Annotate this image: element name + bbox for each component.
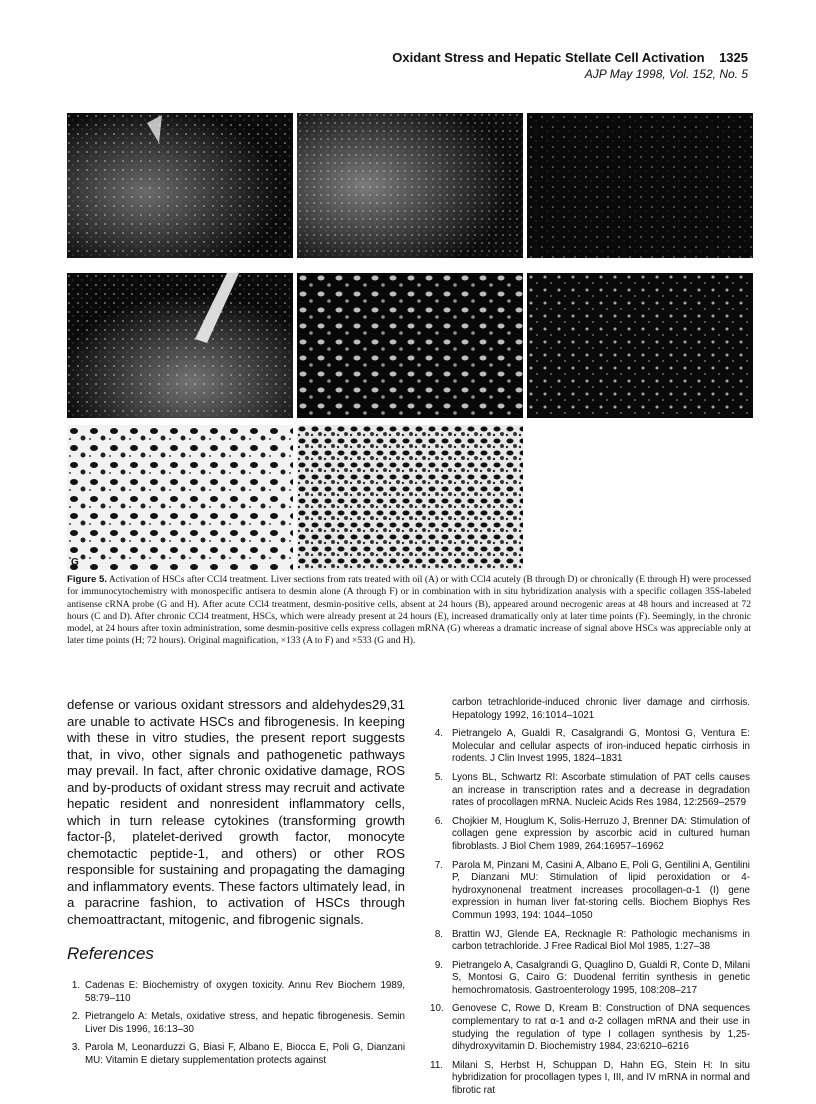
references-list-left (67, 980, 405, 1074)
reference-item: 9. Pietrangelo A, Casalgrandi G, Quaglino D, Gualdi R, Conte D, Milani S, Montosi G, Cairo G: Duodenal ferritin synthesis in genetic hemochromatosis. Gastroenterology 1995, 108:208–217 (434, 959, 750, 996)
figure-caption (67, 574, 751, 648)
reference-item: 2. Pietrangelo A: Metals, oxidative stress, and hepatic fibrogenesis. Semin Liver Dis 1996, 16:13–30 (71, 1011, 405, 1035)
reference-item: 8. Brattin WJ, Glende EA, Recknagle R: Pathologic mechanisms in carbon tetrachloride. J Free Radical Biol Mol 1985, 1:27–38 (434, 928, 750, 953)
reference-item: 5. Lyons BL, Schwartz RI: Ascorbate stimulation of PAT cells causes an increase in transcription rates and a decrease in degradation rates of procollagen mRNA. Nucleic Acids Res 1984, 12:2569–2579 (434, 771, 750, 809)
figure-caption-label: Figure 5. (67, 574, 107, 585)
figure-panel-a (67, 113, 293, 258)
figure-panel-d (67, 273, 293, 418)
reference-item: 7. Parola M, Pinzani M, Casini A, Albano E, Poli G, Gentilini A, Gentilini P, Dianzani MU: Stimulation of lipid peroxidation or 4-hydroxynonenal treatment increases procollagen-α-1 (I) gene expression in human liver fat-storing cells. Biochem Biophys Res Commun 1993, 194: 1044–1050 (434, 859, 750, 921)
micrograph-b (297, 113, 523, 258)
micrograph-h (297, 425, 523, 570)
body-paragraph: defense or various oxidant stressors and aldehydes29,31 are unable to activate HSCs and fibrogenesis. In keeping with these in vitro studies, the present report suggests that, in vivo, other signals and pathogenetic pathways may prevail. In fact, after chronic oxidative damage, ROS and by-products of oxidant stress may recruit and activate hepatic resident and nonresident inflammatory cells, which in turn release cytokines (transforming growth factor-β, platelet-derived growth factor, monocyte chemotactic peptide-1, and others) or other ROS responsible for sustaining and propagating the damaging and inflammatory events. These factors ultimately lead, in a paracrine fashion, to activation of HSCs through chemoattractant, mitogenic, and fibrogenic signals. (67, 697, 405, 927)
page-number: 1325 (719, 50, 748, 65)
figure-panel-g (67, 425, 293, 570)
reference-item: 1. Cadenas E: Biochemistry of oxygen toxicity. Annu Rev Biochem 1989, 58:79–110 (71, 980, 405, 1004)
figure-panel-f (527, 273, 753, 418)
micrograph-a (67, 113, 293, 258)
micrograph-e (297, 273, 523, 418)
reference-continuation: carbon tetrachloride-induced chronic liver damage and cirrhosis. Hepatology 1992, 16:1014–1021 (452, 697, 750, 721)
reference-item: 4. Pietrangelo A, Gualdi R, Casalgrandi G, Montosi G, Ventura E: Molecular and cellular aspects of iron-induced hepatic cirrhosis in rodents. J Clin Invest 1995, 1824–1831 (434, 728, 750, 765)
figure-caption-text: Activation of HSCs after CCl4 treatment. Liver sections from rats treated with oil (A) or with CCl4 acutely (B through D) or chronically (E through H) were processed for immunocytochemistry with monospecific antisera to desmin alone (A through F) or in combination with in situ hybridization analysis with a specific collagen 35S-labeled antisense cRNA probe (G and H). After acute CCl4 treatment, desmin-positive cells, absent at 24 hours (B), appeared around necrogenic areas at 48 hours and increased at 72 hours (C and D). After chronic CCl4 treatment, HSCs, which were already present at 24 hours (E), increased dramatically only at later time points (F). Seemingly, in the chronic model, at 24 hours after toxin administration, some desmin-positive cells express collagen mRNA (G) whereas a dramatic increase of signal above HSCs was appreciable only at later time points (H; 72 hours). Original magnification, ×133 (A to F) and ×533 (G and H). (67, 574, 751, 647)
journal-citation: AJP May 1998, Vol. 152, No. 5 (584, 67, 748, 81)
references-heading: References (67, 944, 154, 963)
micrograph-f (527, 273, 753, 418)
figure-panel-b (297, 113, 523, 258)
panel-g-label: G (71, 557, 79, 568)
running-header (392, 50, 748, 82)
running-title: Oxidant Stress and Hepatic Stellate Cell Activation (392, 50, 705, 65)
reference-item: 3. Parola M, Leonarduzzi G, Biasi F, Albano E, Biocca E, Poli G, Dianzani MU: Vitamin E dietary supplementation protects against (71, 1042, 405, 1066)
micrograph-d (67, 273, 293, 418)
figure-panel-c (527, 113, 753, 258)
references-list-right (430, 697, 750, 1104)
figure-panel-e (297, 273, 523, 418)
reference-item: 10. Genovese C, Rowe D, Kream B: Construction of DNA sequences complementary to rat α-1 and α-2 collagen mRNA and their use in studying the regulation of type I collagen synthesis by 1,25-dihydroxyvitamin D. Biochemistry 1984, 23:6210–6216 (430, 1003, 750, 1053)
micrograph-g (67, 425, 293, 570)
reference-item: 11. Milani S, Herbst H, Schuppan D, Hahn EG, Stein H: In situ hybridization for procollagen types I, III, and IV mRNA in normal and fibrotic rat (430, 1059, 750, 1097)
micrograph-c (527, 113, 753, 258)
reference-item: 6. Chojkier M, Houglum K, Solis-Herruzo J, Brenner DA: Stimulation of collagen gene expression by ascorbic acid in cultured human fibroblasts. J Biol Chem 1989, 264:16957–16962 (434, 815, 750, 852)
figure-panel-h (297, 425, 523, 570)
